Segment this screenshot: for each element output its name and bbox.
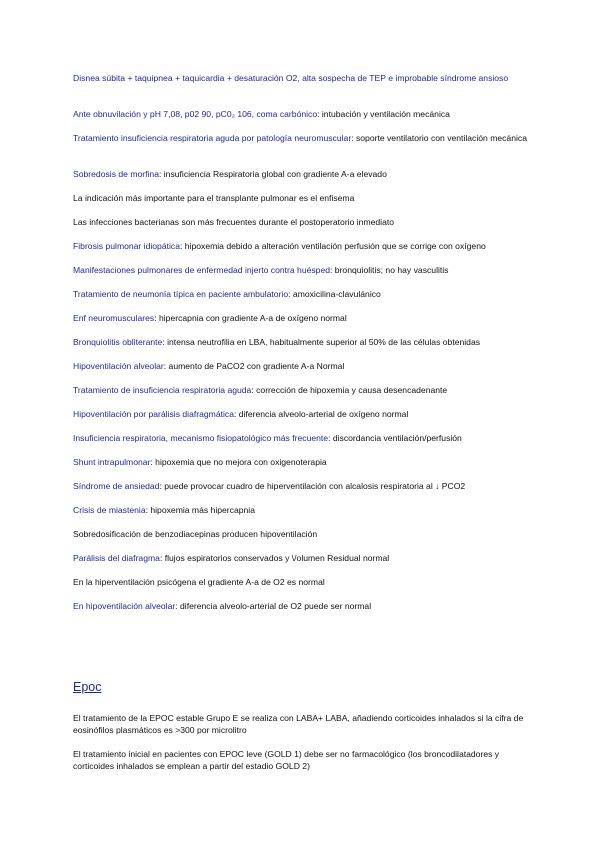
note-item xyxy=(73,408,533,420)
note-key: Tratamiento de neumonía típica en paciente ambulatorio xyxy=(73,289,289,299)
note-key: Hipoventilación alveolar xyxy=(73,361,164,371)
note-text: : intubación y ventilación mecánica xyxy=(317,109,450,119)
note-text: : amoxicilina-clavulánico xyxy=(288,289,381,299)
note-item xyxy=(73,456,533,468)
note-item xyxy=(73,336,533,348)
note-text: : flujos espiratorios conservados y \/olumen Residual normal xyxy=(159,553,390,563)
note-text: La indicación más importante para el transplante pulmonar es el enfisema xyxy=(73,193,355,203)
note-key: Tratamiento de insuficiencia respiratoria aguda xyxy=(73,385,252,395)
note-key: Manifestaciones pulmonares de enfermedad injerto contra huésped xyxy=(73,265,331,275)
note-item xyxy=(73,504,533,516)
note-item xyxy=(73,528,533,540)
note-item xyxy=(73,168,533,180)
note-text: : diferencia alveolo-arterial de O2 puede ser normal xyxy=(175,601,372,611)
note-key: Bronquiolitis obliterante xyxy=(73,337,163,347)
note-item xyxy=(73,288,533,300)
note-key: Shunt intrapulmonar xyxy=(73,457,151,467)
note-item xyxy=(73,360,533,372)
note-text: : diferencia alveolo-arterial de oxígeno normal xyxy=(233,409,409,419)
note-text: : insuficiencia Respiratoria global con gradiente A-a elevado xyxy=(158,169,387,179)
note-text: : corrección de hipoxemia y causa desencadenante xyxy=(251,385,448,395)
section-title: Epoc xyxy=(73,680,102,694)
note-item xyxy=(73,216,533,228)
section-paragraph: El tratamiento inicial en pacientes con EPOC leve (GOLD 1) debe ser no farmacológico (los broncodilatadores y corticoides inhalados se emplean a partir del estadio GOLD 2) xyxy=(73,749,500,771)
note-text: : hipoxemia que no mejora con oxigenoterapia xyxy=(150,457,327,467)
note-item xyxy=(73,192,533,204)
note-item xyxy=(73,576,533,588)
note-item xyxy=(73,264,533,276)
note-key: Sobredosis de morfina xyxy=(73,169,159,179)
note-item xyxy=(73,552,533,564)
note-item xyxy=(73,480,533,492)
note-text: : hipoxemia más hipercapnia xyxy=(145,505,255,515)
note-text: : soporte ventilatorio con ventilación mecánica xyxy=(351,133,527,143)
note-text: En la hiperventilación psicógena el gradiente A-a de O2 es normal xyxy=(73,577,325,587)
note-text: Sobredosificación de benzodiacepinas producen hipoventilación xyxy=(73,529,318,539)
note-key: Parálisis del diafragma xyxy=(73,553,160,563)
note-item xyxy=(73,108,533,120)
note-key: Enf neuromusculares xyxy=(73,313,155,323)
note-text: : aumento de PaCO2 con gradiente A-a Normal xyxy=(163,361,345,371)
note-item xyxy=(73,240,533,252)
note-text: : discordancia ventilación/perfusión xyxy=(328,433,462,443)
note-item xyxy=(73,312,533,324)
note-text: : puede provocar cuadro de hiperventilación con alcalosis respiratoria al ↓ PCO2 xyxy=(159,481,466,491)
note-item xyxy=(73,72,533,84)
note-item xyxy=(73,432,533,444)
note-key: Tratamiento insuficiencia respiratoria aguda por patología neuromuscular xyxy=(73,133,352,143)
note-key: Insuficiencia respiratoria, mecanismo fisiopatológico más frecuente xyxy=(73,433,329,443)
note-text: : intensa neutrofilia en LBA, habitualmente superior al 50% de las células obtenidas xyxy=(162,337,481,347)
note-text: : bronquiolitis; no hay vasculitis xyxy=(330,265,449,275)
section-paragraph: El tratamiento de la EPOC estable Grupo E se realiza con LABA+ LABA, añadiendo corticoides inhalados si la cifra de eosinófilos plasmáticos es >300 por microlitro xyxy=(73,713,524,735)
note-item xyxy=(73,600,533,612)
note-item xyxy=(73,132,533,144)
note-key: Hipoventilación por parálisis diafragmática xyxy=(73,409,234,419)
note-key: Disnea súbita + taquipnea + taquicardia + desaturación O2, alta sospecha de TEP e improbable síndrome ansioso xyxy=(73,73,509,83)
note-key: Síndrome de ansiedad xyxy=(73,481,160,491)
note-item xyxy=(73,384,533,396)
note-text: : hipoxemia debido a alteración ventilación perfusión que se corrige con oxígeno xyxy=(180,241,486,251)
note-text: : hipercapnia con gradiente A-a de oxígeno normal xyxy=(154,313,347,323)
note-key: Ante obnuvilación y pH 7,08, p02 90, pC0₂ 106, coma carbónico xyxy=(73,109,318,119)
note-text: Las infecciones bacterianas son más frecuentes durante el postoperatorio inmediato xyxy=(73,217,395,227)
note-key: En hipoventilación alveolar xyxy=(73,601,176,611)
note-key: Fibrosis pulmonar idiopática xyxy=(73,241,180,251)
note-key: Crisis de miastenia xyxy=(73,505,146,515)
